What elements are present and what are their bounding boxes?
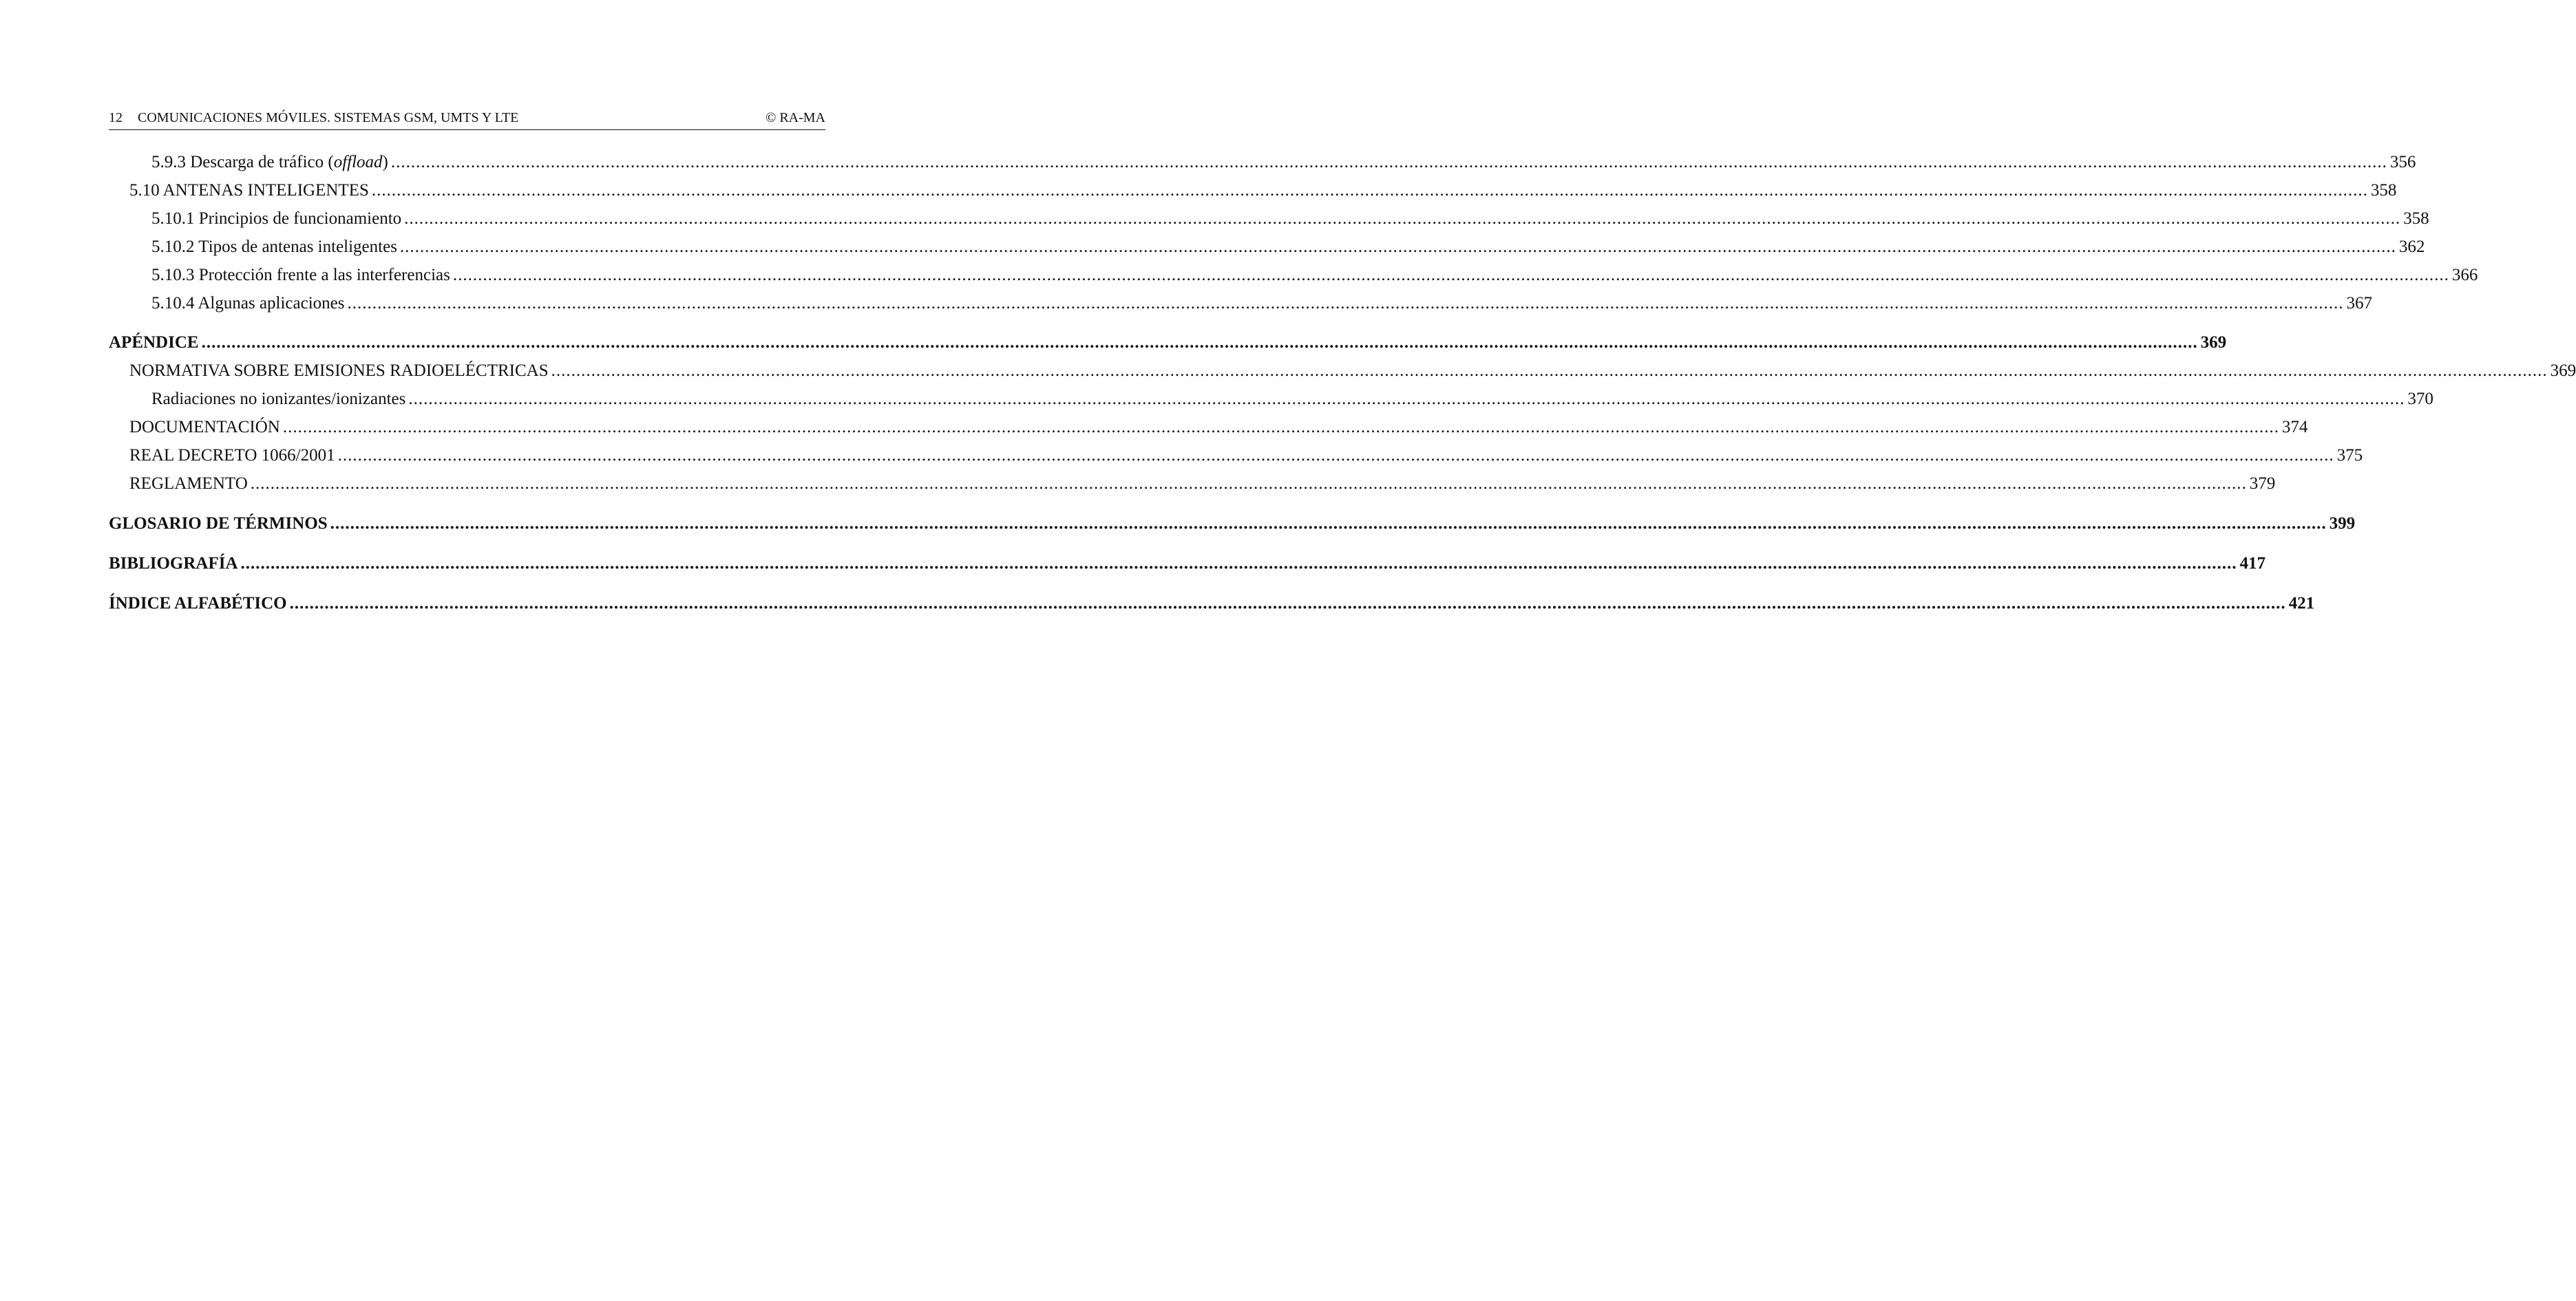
dot-leader: ................................................................................................................................................................................................................................................................................................................................................................................................................ xyxy=(250,474,2247,493)
toc-entry-title: REAL DECRETO 1066/2001 xyxy=(129,446,335,465)
dot-leader: ................................................................................................................................................................................................................................................................................................................................................................................................................ xyxy=(551,361,2548,380)
toc-entry xyxy=(109,390,2434,418)
publisher: © RA-MA xyxy=(766,110,825,125)
toc-chapter-entry xyxy=(109,554,2266,582)
toc-entry-title: APÉNDICE xyxy=(109,333,199,352)
toc-entry-title: 5.10.3 Protección frente a las interferencias xyxy=(151,266,450,284)
toc-entry xyxy=(109,237,2425,266)
toc-entry-title: 5.10.1 Principios de funcionamiento xyxy=(151,209,402,228)
toc-entry xyxy=(109,209,2429,237)
dot-leader: ................................................................................................................................................................................................................................................................................................................................................................................................................ xyxy=(282,418,2279,436)
dot-leader: ................................................................................................................................................................................................................................................................................................................................................................................................................ xyxy=(399,237,2396,256)
toc-entry-title: DOCUMENTACIÓN xyxy=(129,418,280,436)
dot-leader: ................................................................................................................................................................................................................................................................................................................................................................................................................ xyxy=(240,554,2237,573)
dot-leader: ................................................................................................................................................................................................................................................................................................................................................................................................................ xyxy=(452,266,2449,284)
header-left xyxy=(109,110,518,126)
toc-chapter-entry xyxy=(109,594,2315,622)
dot-leader: ................................................................................................................................................................................................................................................................................................................................................................................................................ xyxy=(408,390,2405,408)
toc-entry xyxy=(109,153,2416,181)
toc-entry-page: 362 xyxy=(2398,237,2425,256)
toc-entry-page: 369 xyxy=(2550,361,2576,380)
toc-entry-page: 358 xyxy=(2370,181,2397,200)
toc-chapter-entry xyxy=(109,333,2227,361)
dot-leader: ................................................................................................................................................................................................................................................................................................................................................................................................................ xyxy=(289,594,2286,613)
dot-leader: ................................................................................................................................................................................................................................................................................................................................................................................................................ xyxy=(390,153,2387,171)
dot-leader: ................................................................................................................................................................................................................................................................................................................................................................................................................ xyxy=(404,209,2401,228)
toc-entry-page: 417 xyxy=(2239,554,2266,573)
toc-entry-page: 370 xyxy=(2407,390,2434,408)
toc-entry-page: 356 xyxy=(2389,153,2416,171)
book-title: COMUNICACIONES MÓVILES. SISTEMAS GSM, UMTS Y LTE xyxy=(138,110,519,125)
toc-entry xyxy=(109,361,2576,390)
toc-entry-page: 399 xyxy=(2329,514,2356,533)
dot-leader: ................................................................................................................................................................................................................................................................................................................................................................................................................ xyxy=(347,294,2344,313)
toc-entry-title: 5.10 ANTENAS INTELIGENTES xyxy=(129,181,369,200)
toc-entry-title: NORMATIVA SOBRE EMISIONES RADIOELÉCTRICAS xyxy=(129,361,549,380)
toc-chapter-entry xyxy=(109,514,2356,542)
toc-entry-title: 5.10.2 Tipos de antenas inteligentes xyxy=(151,237,397,256)
toc-entry-page: 375 xyxy=(2336,446,2363,465)
toc-entry xyxy=(109,266,2478,294)
toc-entry-page: 421 xyxy=(2288,594,2315,613)
dot-leader: ................................................................................................................................................................................................................................................................................................................................................................................................................ xyxy=(330,514,2327,533)
page-number: 12 xyxy=(109,110,123,125)
toc-entry-title: Radiaciones no ionizantes/ionizantes xyxy=(151,390,406,408)
toc-entry-title: GLOSARIO DE TÉRMINOS xyxy=(109,514,328,533)
toc-entry xyxy=(109,474,2276,503)
toc-entry-page: 379 xyxy=(2249,474,2276,493)
toc-entry-title: 5.9.3 Descarga de tráfico (offload) xyxy=(151,153,388,171)
toc-entry xyxy=(109,446,2363,474)
toc-entry-page: 366 xyxy=(2451,266,2478,284)
toc-entry-page: 367 xyxy=(2346,294,2372,313)
dot-leader: ................................................................................................................................................................................................................................................................................................................................................................................................................ xyxy=(371,181,2368,200)
toc-entry-title: REGLAMENTO xyxy=(129,474,248,493)
toc-entry-title: 5.10.4 Algunas aplicaciones xyxy=(151,294,345,313)
toc-entry xyxy=(109,294,2372,322)
table-of-contents xyxy=(109,153,2576,622)
toc-entry xyxy=(109,418,2308,446)
toc-entry-page: 374 xyxy=(2281,418,2308,436)
dot-leader: ................................................................................................................................................................................................................................................................................................................................................................................................................ xyxy=(201,333,2198,352)
toc-entry-page: 358 xyxy=(2403,209,2429,228)
toc-entry-title: ÍNDICE ALFABÉTICO xyxy=(109,594,287,613)
dot-leader: ................................................................................................................................................................................................................................................................................................................................................................................................................ xyxy=(337,446,2334,465)
running-header xyxy=(109,109,825,130)
toc-entry xyxy=(109,181,2397,209)
toc-entry-page: 369 xyxy=(2200,333,2227,352)
toc-entry-title: BIBLIOGRAFÍA xyxy=(109,554,238,573)
